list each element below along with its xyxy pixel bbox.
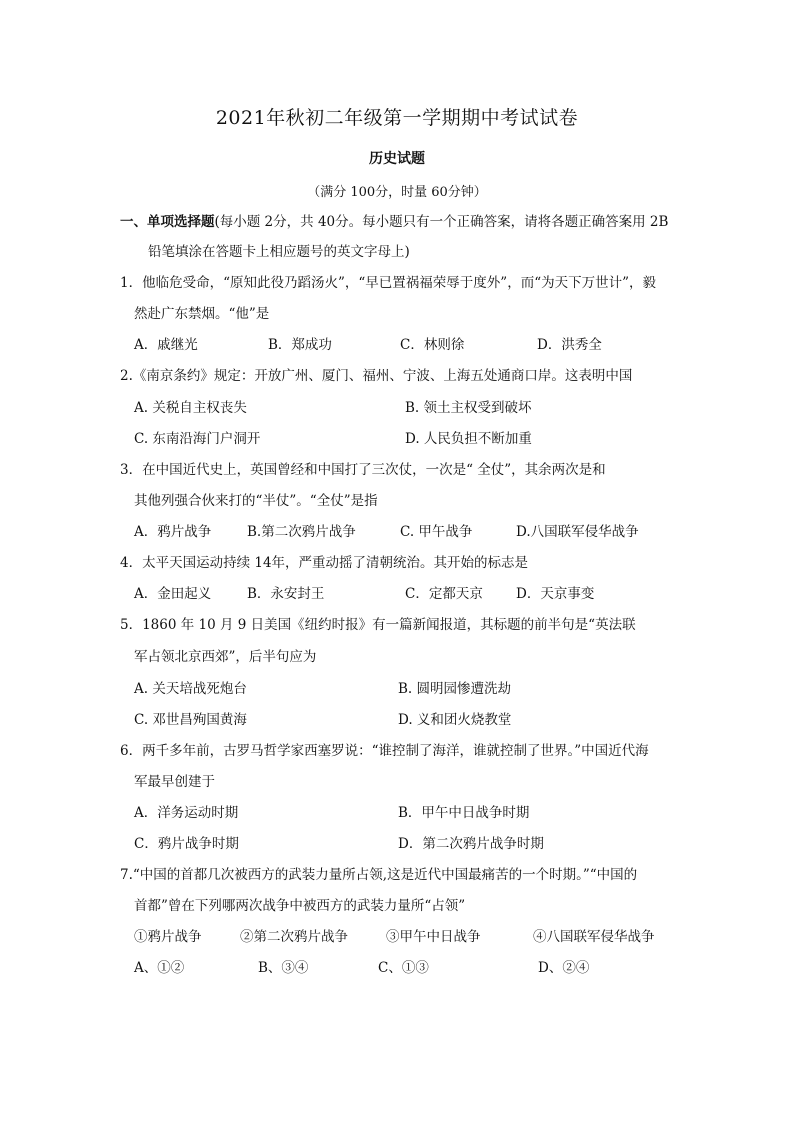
- q1-option-c: C．林则徐: [400, 337, 465, 353]
- section-heading-line: [120, 210, 668, 230]
- q2-option-d: D. 人民负担不断加重: [405, 431, 532, 447]
- question-6-line-2: 军最早创建于: [134, 774, 215, 790]
- q3-option-d: D.八国联军侵华战争: [516, 524, 639, 540]
- question-2-line-1: 2.《南京条约》规定：开放广州、厦门、福州、宁波、上海五处通商口岸。这表明中国: [120, 368, 633, 384]
- q3-option-b: B.第二次鸦片战争: [247, 524, 356, 540]
- q6-option-d: D．第二次鸦片战争时期: [398, 836, 544, 852]
- q7-item-4: ④八国联军侵华战争: [533, 929, 655, 945]
- subject-title: 历史试题: [369, 151, 425, 167]
- q2-option-a: A. 关税自主权丧失: [134, 400, 247, 416]
- question-3-line-1: 3．在中国近代史上，英国曾经和中国打了三次仗，一次是“ 全仗”，其余两次是和: [120, 462, 606, 478]
- q5-option-b: B. 圆明园惨遭洗劫: [398, 681, 512, 697]
- question-5-line-1: 5．1860 年 10 月 9 日美国《纽约时报》有一篇新闻报道，其标题的前半句是“英法联: [120, 617, 636, 633]
- q7-option-d: D、②④: [538, 960, 590, 976]
- q6-option-b: B．甲午中日战争时期: [398, 805, 530, 821]
- q3-option-c: C. 甲午战争: [400, 524, 473, 540]
- q1-option-a: A．戚继光: [134, 337, 198, 353]
- section-instruction-cont: 铅笔填涂在答题卡上相应题号的英文字母上): [148, 244, 410, 260]
- section-heading: 一、单项选择题: [120, 214, 215, 230]
- q3-option-a: A．鸦片战争: [134, 524, 212, 540]
- q6-option-a: A．洋务运动时期: [134, 805, 239, 821]
- q7-option-c: C、①③: [378, 960, 429, 976]
- question-1-line-2: 然赴广东禁烟。“他”是: [134, 306, 270, 322]
- q5-option-a: A. 关天培战死炮台: [134, 681, 247, 697]
- q7-option-a: A、①②: [134, 960, 185, 976]
- page-title: 2021年秋初二年级第一学期期中考试试卷: [215, 107, 579, 129]
- q4-option-d: D．天京事变: [516, 586, 595, 602]
- q6-option-c: C．鸦片战争时期: [134, 836, 239, 852]
- question-6-line-1: 6．两千多年前，古罗马哲学家西塞罗说：“谁控制了海洋，谁就控制了世界。”中国近代海: [120, 743, 649, 759]
- q7-option-b: B、③④: [258, 960, 309, 976]
- q1-option-d: D．洪秀全: [537, 337, 602, 353]
- section-instruction: (每小题 2分，共 40分。每小题只有一个正确答案，请将各题正确答案用 2B: [214, 214, 669, 230]
- q4-option-a: A．金田起义: [134, 586, 212, 602]
- q7-item-3: ③甲午中日战争: [386, 929, 481, 945]
- q4-option-c: C．定都天京: [405, 586, 483, 602]
- q5-option-c: C. 邓世昌殉国黄海: [134, 712, 247, 728]
- q2-option-c: C. 东南沿海门户洞开: [134, 431, 261, 447]
- q7-item-2: ②第二次鸦片战争: [240, 929, 348, 945]
- question-7-line-1: 7.“中国的首都几次被西方的武装力量所占领,这是近代中国最痛苦的一个时期。”“中国的: [120, 867, 638, 883]
- q4-option-b: B．永安封王: [247, 586, 325, 602]
- question-5-line-2: 军占领北京西郊”，后半句应为: [134, 649, 317, 665]
- q5-option-d: D. 义和团火烧教堂: [398, 712, 512, 728]
- question-1-line-1: 1．他临危受命，“原知此役乃蹈汤火”，“早已置祸福荣辱于度外”，而“为天下万世计”，毅: [120, 275, 656, 291]
- question-7-line-2: 首都”曾在下列哪两次战争中被西方的武装力量所“占领”: [134, 898, 466, 914]
- question-4-line-1: 4．太平天国运动持续 14年，严重动摇了清朝统治。其开始的标志是: [120, 555, 529, 571]
- q7-item-1: ①鸦片战争: [134, 929, 202, 945]
- question-3-line-2: 其他列强合伙来打的“半仗”。“全仗”是指: [134, 493, 378, 509]
- q2-option-b: B. 领土主权受到破坏: [405, 400, 532, 416]
- exam-meta: （满分 100分，时量 60分钟）: [307, 185, 487, 200]
- q1-option-b: B．郑成功: [268, 337, 332, 353]
